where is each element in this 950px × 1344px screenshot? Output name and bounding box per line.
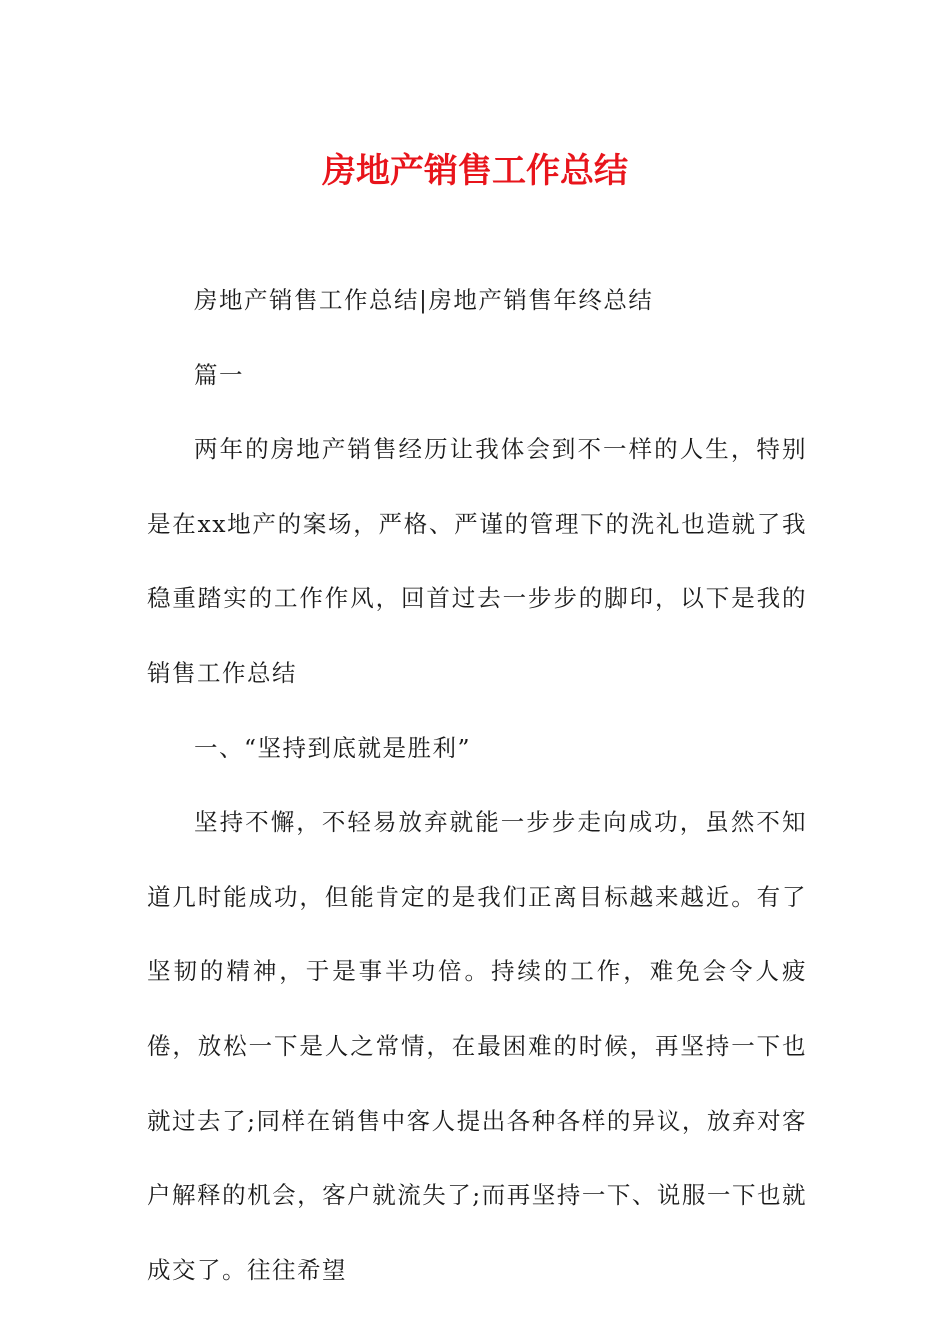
paragraph-persistence: 坚持不懈，不轻易放弃就能一步步走向成功，虽然不知道几时能成功，但能肯定的是我们正离目标越来越近。有了坚韧的精神，于是事半功倍。持续的工作，难免会令人疲倦，放松一下是人之常情，在最困难的时候，再坚持一下也就过去了;同样在销售中客人提出各种各样的异议，放弃对客户解释的机会，客户就流失了;而再坚持一下、说服一下也就成交了。往往希望 (147, 808, 807, 1284)
paragraph-subtitle: 房地产销售工作总结|房地产销售年终总结 (194, 286, 654, 314)
paragraph-heading-one: 一、“坚持到底就是胜利” (194, 733, 472, 762)
paragraph-section-label: 篇一 (194, 360, 244, 389)
document-body (147, 263, 807, 1307)
document-title: 房地产销售工作总结 (322, 151, 628, 191)
paragraph-intro: 两年的房地产销售经历让我体会到不一样的人生，特别是在xx地产的案场，严格、严谨的管理下的洗礼也造就了我稳重踏实的工作作风，回首过去一步步的脚印，以下是我的销售工作总结 (147, 435, 807, 687)
